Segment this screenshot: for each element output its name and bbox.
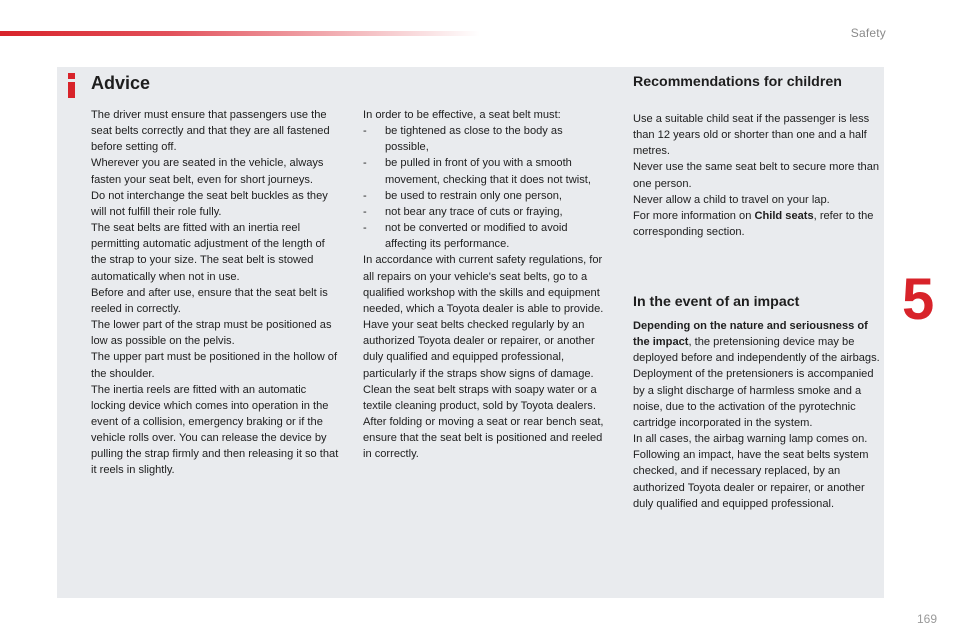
advice-heading: Advice [91,73,151,93]
info-icon [63,73,81,98]
advice-column-1 [91,107,343,479]
paragraph: Never allow a child to travel on your lap. [633,193,830,206]
bullet-item: - be tightened as close to the body as possible, [363,125,563,154]
paragraph: Have your seat belts checked regularly by an authorized Toyota dealer or repairer, or another duly qualified and equipped professional, particularly if the straps show signs of damage. [363,319,595,380]
advice-column-2 [363,107,605,462]
paragraph: Depending on the nature and seriousness of the impact, the pretensioning device may be deployed before and independently of the airbags. [633,320,880,365]
paragraph: Do not interchange the seat belt buckles as they will not fulfill their role fully. [91,189,328,218]
child-seats-reference: Child seats [754,209,814,222]
paragraph: For more information on Child seats, refer to the corresponding section. [633,209,874,239]
section-title: Safety [850,26,886,40]
paragraph: Clean the seat belt straps with soapy water or a textile cleaning product, sold by Toyota dealers. [363,383,597,412]
paragraph: The seat belts are fitted with an inertia reel permitting automatic adjustment of the length of the strap to your size. The seat belt is stowed automatically when not in use. [91,222,325,283]
impact-text [633,318,883,512]
paragraph: The lower part of the strap must be positioned as low as possible on the pelvis. [91,319,332,348]
paragraph: In order to be effective, a seat belt must: [363,109,561,121]
paragraph: Deployment of the pretensioners is accompanied by a slight discharge of harmless smoke and a noise, due to the activation of the pyrotechnic cartridge incorporated in the system. [633,368,874,429]
paragraph: Never use the same seat belt to secure more than one person. [633,161,880,190]
impact-heading: In the event of an impact [633,294,800,310]
bullet-item: - be pulled in front of you with a smooth movement, checking that it does not twist, [363,157,591,186]
paragraph: Before and after use, ensure that the seat belt is reeled in correctly. [91,286,328,315]
page-number: 169 [916,612,937,626]
recommendations-heading: Recommendations for children [633,74,842,90]
paragraph: In all cases, the airbag warning lamp comes on. [633,433,868,446]
chapter-number: 5 [902,267,935,332]
bullet-item: - not bear any trace of cuts or fraying, [363,205,563,218]
paragraph: Use a suitable child seat if the passenger is less than 12 years old or shorter than one and a half metres. [633,113,870,158]
paragraph: After folding or moving a seat or rear bench seat, ensure that the seat belt is positioned and reeled in correctly. [363,415,604,461]
bullet-item: - be used to restrain only one person, [363,189,562,202]
paragraph: The upper part must be positioned in the hollow of the shoulder. [91,351,338,380]
paragraph: The inertia reels are fitted with an automatic locking device which comes into operation in the event of a collision, emergency braking or if the vehicle rolls over. You can release the device by pulling the strap firmly and then releasing it so that it reels in slightly. [91,383,339,477]
paragraph: Wherever you are seated in the vehicle, always fasten your seat belt, even for short journeys. [91,157,324,186]
paragraph: In accordance with current safety regulations, for all repairs on your vehicle's seat belts, go to a qualified workshop with the skills and equipment needed, which a Toyota dealer is able to provide. [363,254,604,315]
paragraph: The driver must ensure that passengers use the seat belts correctly and that they are all fastened before setting off. [91,109,330,154]
recommendations-text [633,111,883,240]
header-accent-bar [0,31,480,36]
bullet-item: - not be converted or modified to avoid affecting its performance. [363,222,568,251]
paragraph: Following an impact, have the seat belts system checked, and if necessary replaced, by an authorized Toyota dealer or repairer, or another duly qualified and equipped professional. [633,449,869,510]
